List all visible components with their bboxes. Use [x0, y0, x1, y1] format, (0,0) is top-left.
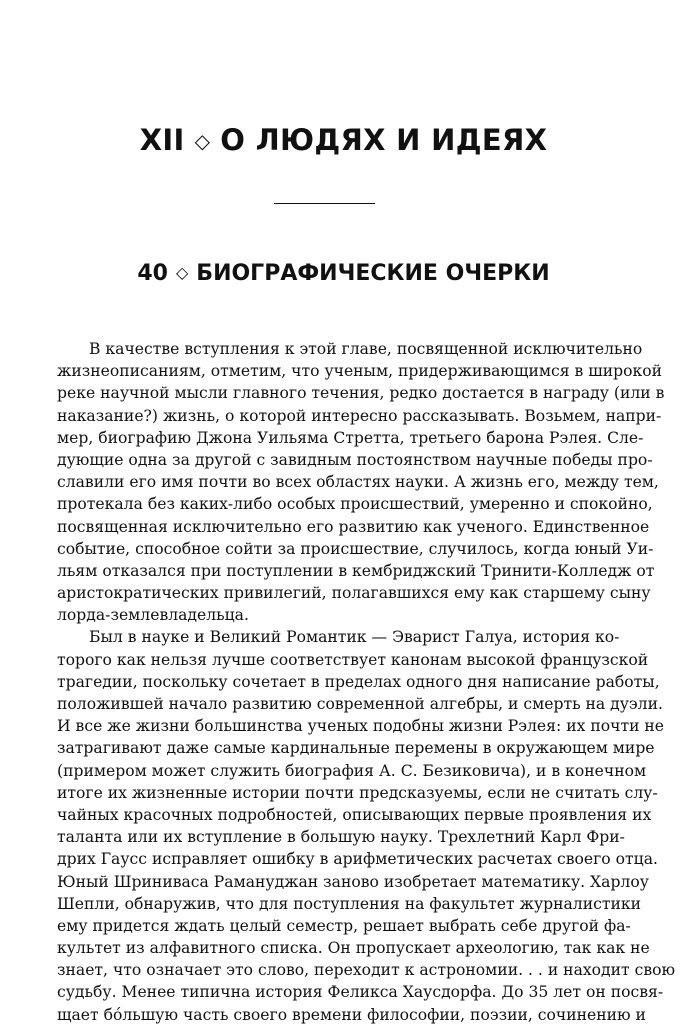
text-line: ему придется ждать целый семестр, решает выбрать себе другой фа-	[57, 916, 631, 935]
text-line: мер, биографию Джона Уильяма Стретта, третьего барона Рэлея. Сле-	[57, 428, 644, 447]
text-line: посвященная исключительно его развитию как ученого. Единственное	[57, 517, 650, 536]
text-line: культет из алфавитного списка. Он пропускает археологию, так как не	[57, 939, 650, 958]
text-line: протекала без каких-либо особых происшествий, умеренно и спокойно,	[57, 495, 653, 514]
text-line: Был в науке и Великий Романтик — Эварист Галуа, история ко-	[89, 628, 620, 647]
diamond-separator-icon: ◇	[194, 129, 211, 153]
text-line: реке научной мысли главного течения, редко достается в награду (или в	[57, 384, 665, 403]
text-line: В качестве вступления к этой главе, посвященной исключительно	[89, 340, 643, 358]
body-text	[57, 338, 676, 1026]
text-line: чайных красочных подробностей, описывающих первые проявления их	[57, 805, 652, 824]
text-line: аристократических привилегий, полагавшихся ему как старшему сыну	[57, 584, 651, 603]
text-line: торого как нельзя лучше соответствует канонам высокой французской	[57, 650, 649, 669]
text-line: знает, что означает это слово, переходит к астрономии. . . и находит свою	[57, 961, 676, 980]
text-line: наказание?) жизнь, о которой интересно рассказывать. Возьмем, напри-	[57, 406, 662, 425]
text-line: событие, способное сойти за происшествие, случилось, когда юный Уи-	[57, 539, 654, 558]
chapter-title-text: О ЛЮДЯХ И ИДЕЯХ	[220, 123, 548, 157]
text-line: затрагивают даже самые кардинальные перемены в окружающем мире	[57, 739, 655, 758]
text-line: Шепли, обнаружив, что для поступления на факультет журналистики	[57, 894, 641, 913]
chapter-title	[0, 120, 687, 163]
diamond-separator-icon: ◇	[175, 263, 189, 282]
text-line: славили его имя почти во всех областях науки. А жизнь его, между тем,	[57, 473, 659, 492]
text-line: жизнеописаниям, отметим, что ученым, придерживающимся в широкой	[57, 362, 663, 381]
text-line: таланта или их вступление в большую науку. Трехлетний Карл Фри-	[57, 828, 625, 847]
text-line: итоге их жизненные истории почти предсказуемы, если не считать слу-	[57, 783, 658, 802]
text-line: Юный Шриниваса Рамануджан заново изобретает математику. Харлоу	[57, 872, 649, 891]
text-line: И все же жизни большинства ученых подобны жизни Рэлея: их почти не	[57, 717, 665, 736]
chapter-number: XII	[139, 123, 185, 157]
text-line: лорда-землевладельца.	[57, 606, 249, 625]
text-line: льям отказался при поступлении в кембриджский Тринити-Колледж от	[57, 561, 655, 580]
text-line: дрих Гаусс исправляет ошибку в арифметических расчетах своего отца.	[57, 850, 658, 869]
text-line: дующие одна за другой с завидным постоянством научные победы про-	[57, 450, 653, 469]
section-number: 40	[137, 261, 168, 286]
text-line: (примером может служить биография А. С. Безиковича), и в конечном	[57, 761, 647, 780]
section-title	[0, 256, 687, 293]
text-line: судьбу. Менее типична история Феликса Хаусдорфа. До 35 лет он посвя-	[57, 983, 664, 1002]
title-divider	[274, 203, 375, 204]
text-line: трагедии, поскольку сочетает в пределах одного дня написание работы,	[57, 672, 660, 691]
text-line: положившей начало развитию современной алгебры, и смерть на дуэли.	[57, 695, 663, 713]
section-title-text: БИОГРАФИЧЕСКИЕ ОЧЕРКИ	[196, 261, 550, 286]
text-line: щает бо́льшую часть своего времени философии, поэзии, сочинению и	[57, 1005, 646, 1024]
